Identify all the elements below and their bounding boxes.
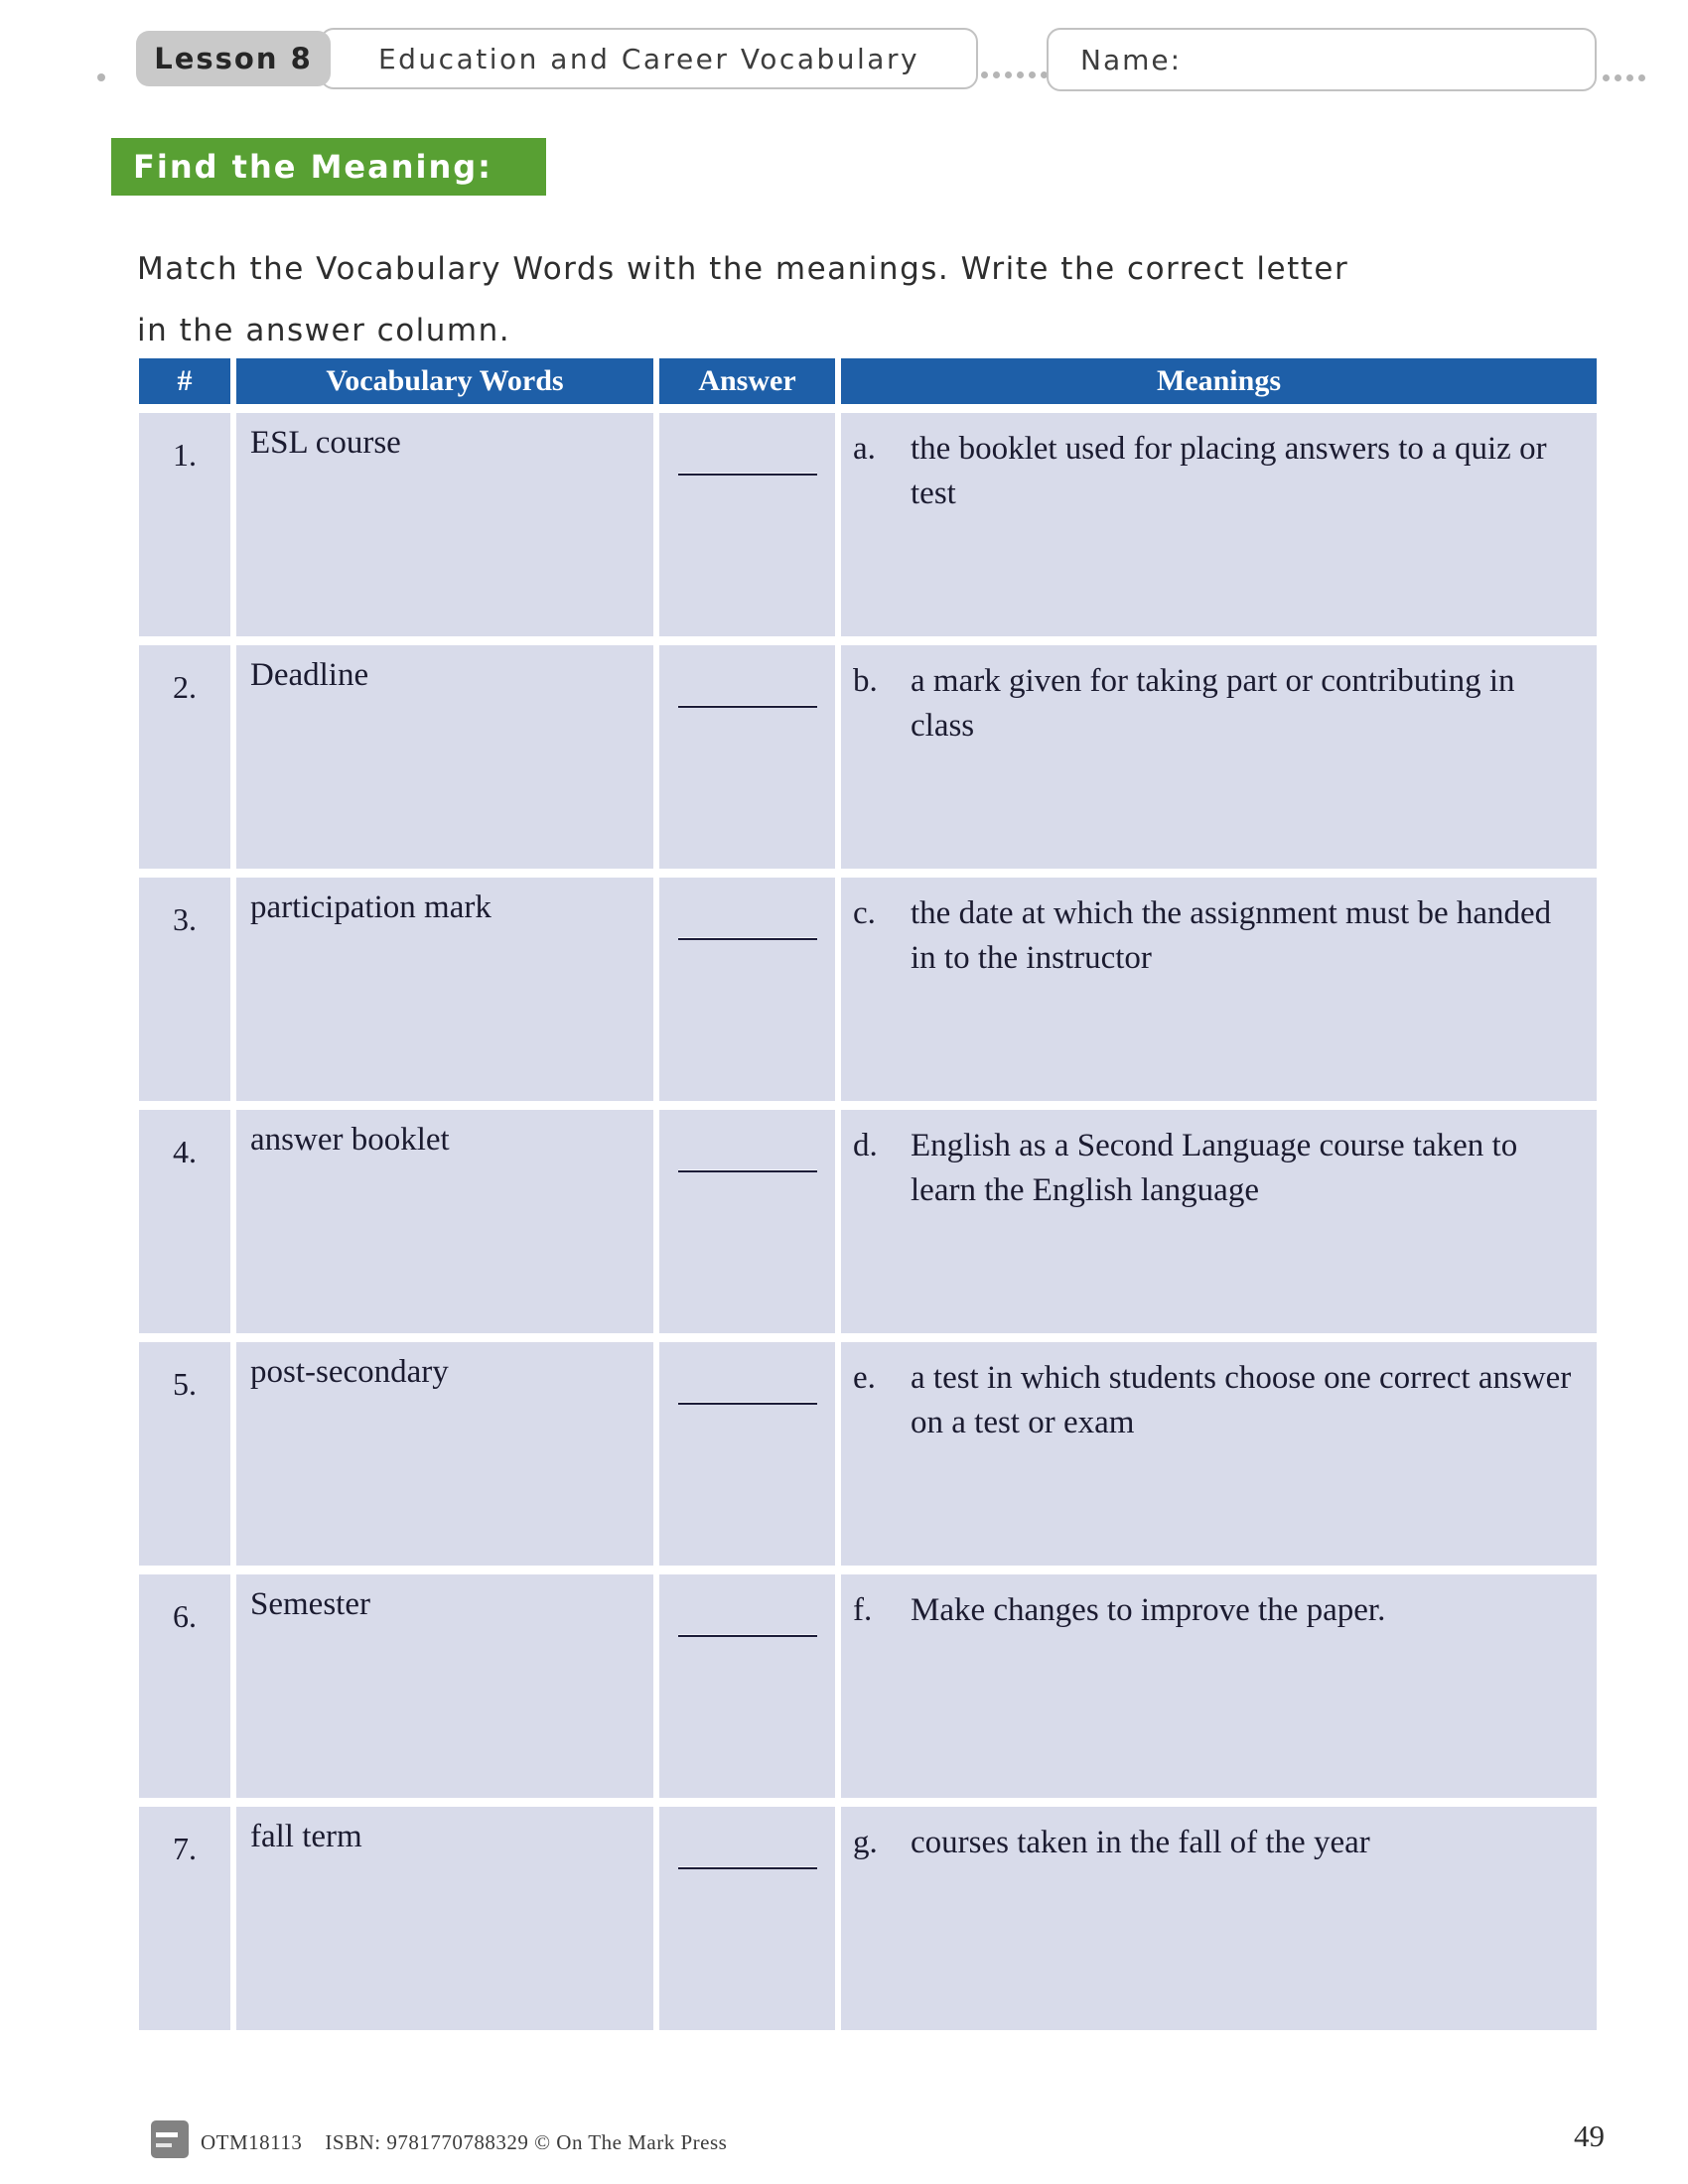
left-edge-dot [97, 73, 105, 81]
row-number: 1. [139, 413, 230, 636]
answer-cell [659, 1342, 835, 1566]
vocabulary-word: Semester [236, 1574, 653, 1798]
meaning-letter: e. [853, 1360, 876, 1396]
name-field[interactable] [1047, 28, 1597, 91]
meaning-letter: f. [853, 1592, 873, 1628]
answer-blank[interactable] [678, 1402, 817, 1405]
answer-blank[interactable] [678, 1866, 817, 1869]
meaning-letter: a. [853, 431, 876, 467]
worksheet-title-box [320, 28, 978, 89]
instructions-line-1: Match the Vocabulary Words with the meanings. Write the correct letter [137, 251, 1349, 287]
column-header-answer: Answer [659, 358, 835, 404]
meaning-cell [841, 645, 1597, 869]
column-header-meanings: Meanings [841, 358, 1597, 404]
meaning-text: a test in which students choose one correct answer on a test or exam [911, 1360, 1572, 1440]
meaning-letter: b. [853, 663, 878, 699]
vocabulary-word: ESL course [236, 413, 653, 636]
meaning-cell [841, 1807, 1597, 2030]
meaning-text: English as a Second Language course taken to learn the English language [911, 1128, 1518, 1208]
vocabulary-word: participation mark [236, 878, 653, 1101]
vocabulary-word: fall term [236, 1807, 653, 2030]
meaning-letter: c. [853, 895, 876, 931]
meaning-letter: d. [853, 1128, 878, 1163]
instructions [137, 238, 1626, 361]
answer-cell [659, 1574, 835, 1798]
row-number: 2. [139, 645, 230, 869]
divider-dots-right [1603, 74, 1645, 81]
row-number: 6. [139, 1574, 230, 1798]
answer-cell [659, 1110, 835, 1333]
column-header-number: # [139, 358, 230, 404]
meaning-cell [841, 1110, 1597, 1333]
answer-cell [659, 645, 835, 869]
page-number: 49 [1574, 2118, 1605, 2153]
answer-blank[interactable] [678, 1169, 817, 1172]
answer-blank[interactable] [678, 1634, 817, 1637]
column-header-vocabulary: Vocabulary Words [236, 358, 653, 404]
meaning-cell [841, 1574, 1597, 1798]
answer-cell [659, 878, 835, 1101]
worksheet-title: Education and Career Vocabulary [377, 42, 920, 75]
publisher-logo-icon [151, 2120, 189, 2158]
lesson-label: Lesson 8 [154, 42, 313, 75]
footer-isbn: ISBN: 9781770788329 © On The Mark Press [325, 2130, 728, 2154]
vocabulary-word: Deadline [236, 645, 653, 869]
meaning-text: Make changes to improve the paper. [911, 1592, 1386, 1628]
meaning-letter: g. [853, 1825, 878, 1860]
row-number: 3. [139, 878, 230, 1101]
meaning-text: courses taken in the fall of the year [911, 1825, 1370, 1860]
row-number: 5. [139, 1342, 230, 1566]
lesson-tab [136, 31, 331, 86]
meaning-cell [841, 413, 1597, 636]
meaning-text: the booklet used for placing answers to a quiz or test [911, 431, 1547, 511]
answer-blank[interactable] [678, 705, 817, 708]
meaning-cell [841, 878, 1597, 1101]
answer-blank[interactable] [678, 473, 817, 476]
footer-text [201, 2130, 727, 2155]
meaning-cell [841, 1342, 1597, 1566]
row-number: 4. [139, 1110, 230, 1333]
section-heading-text: Find the Meaning: [133, 148, 492, 186]
instructions-line-2: in the answer column. [137, 313, 511, 348]
section-heading-banner [111, 138, 546, 196]
matching-table [139, 358, 1597, 2030]
answer-blank[interactable] [678, 937, 817, 940]
vocabulary-word: post-secondary [236, 1342, 653, 1566]
answer-cell [659, 413, 835, 636]
row-number: 7. [139, 1807, 230, 2030]
meaning-text: the date at which the assignment must be handed in to the instructor [911, 895, 1552, 976]
name-label: Name: [1080, 43, 1183, 76]
footer-code: OTM18113 [201, 2130, 303, 2154]
meaning-text: a mark given for taking part or contributing in class [911, 663, 1515, 744]
answer-cell [659, 1807, 835, 2030]
vocabulary-word: answer booklet [236, 1110, 653, 1333]
